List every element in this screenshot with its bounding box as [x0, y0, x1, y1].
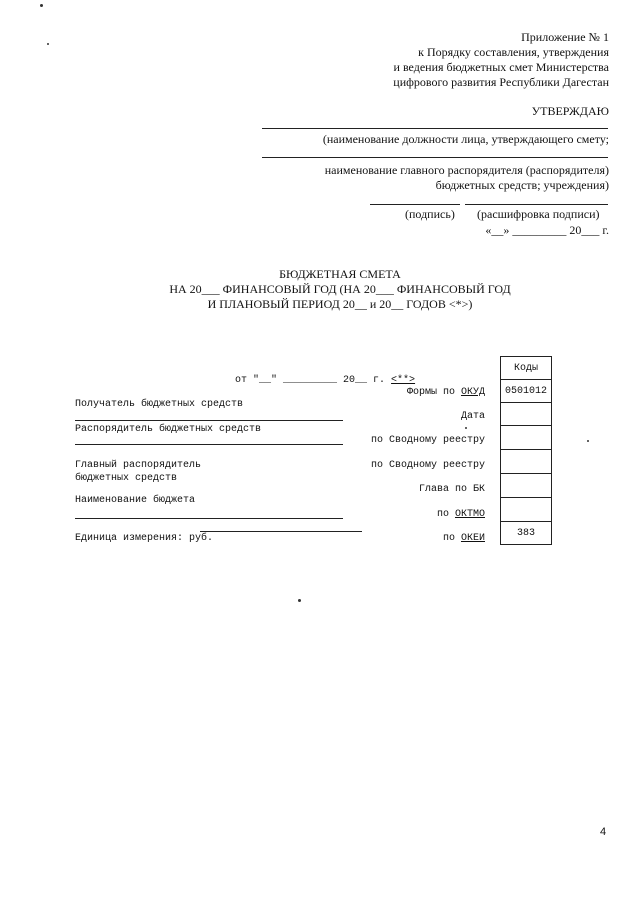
approval-title: УТВЕРЖДАЮ	[531, 104, 609, 118]
decoding-caption: (расшифровка подписи)	[477, 207, 600, 221]
codes-row	[501, 403, 552, 426]
appendix-line-1: Приложение № 1	[521, 30, 609, 44]
manager-label-line	[75, 444, 343, 445]
heading-line-2: НА 20___ ФИНАНСОВЫЙ ГОД (НА 20___ ФИНАНСОВЫЙ ГОД	[169, 282, 511, 296]
okei-link[interactable]: ОКЕИ	[460, 533, 485, 544]
codes-header-row	[501, 357, 552, 380]
appendix-line-3: и ведения бюджетных смет Министерства	[393, 60, 609, 74]
oktmo-link[interactable]: ОКТМО	[454, 509, 485, 520]
unit-label: Единица измерения: руб.	[75, 533, 214, 544]
heading-line-1: БЮДЖЕТНАЯ СМЕТА	[279, 267, 401, 281]
codes-row	[501, 380, 552, 403]
code-cell-okei[interactable]: 383	[501, 522, 552, 545]
code-cell-okud[interactable]: 0501012	[501, 380, 552, 403]
okud-prefix: Формы по	[406, 387, 455, 398]
appendix-line-4: цифрового развития Республики Дагестан	[393, 75, 609, 89]
code-cell-register-2[interactable]	[501, 450, 552, 474]
recipient-line	[75, 420, 343, 421]
recipient-label: Получатель бюджетных средств	[75, 399, 244, 410]
okud-link[interactable]: ОКУД	[460, 387, 485, 398]
position-line	[262, 128, 608, 129]
okei-prefix: по	[442, 533, 455, 544]
decoding-line	[465, 204, 608, 205]
chapter-label: Глава по БК	[418, 484, 485, 495]
position-caption: (наименование должности лица, утверждающего смету;	[322, 132, 609, 146]
main-manager-label-2: бюджетных средств	[75, 473, 178, 484]
signature-line	[370, 204, 460, 205]
manager-caption-2: бюджетных средств; учреждения)	[435, 178, 609, 192]
manager-caption-1: наименование главного распорядителя (распорядителя)	[324, 163, 609, 177]
register-label-2: по Сводному реестру	[370, 460, 485, 471]
codes-row	[501, 474, 552, 498]
register-label-1: по Сводному реестру	[370, 435, 485, 446]
codes-row	[501, 450, 552, 474]
unit-line	[200, 531, 362, 532]
scan-speck	[587, 440, 589, 442]
budget-name-line	[75, 518, 343, 519]
code-cell-date[interactable]	[501, 403, 552, 426]
code-cell-oktmo[interactable]	[501, 498, 552, 522]
codes-row	[501, 522, 552, 545]
scan-speck	[40, 4, 43, 7]
oktmo-prefix: по	[436, 509, 449, 520]
manager-line	[262, 157, 608, 158]
scan-speck	[47, 43, 49, 45]
code-cell-chapter[interactable]	[501, 474, 552, 498]
codes-row	[501, 498, 552, 522]
scan-speck	[465, 427, 467, 429]
date-label: Дата	[460, 411, 485, 422]
codes-header: Коды	[501, 357, 552, 380]
signature-caption: (подпись)	[405, 207, 455, 221]
form-date-note[interactable]: <**>	[391, 375, 416, 386]
codes-table	[500, 356, 552, 545]
manager-label: Распорядитель бюджетных средств	[75, 424, 262, 435]
main-manager-label-1: Главный распорядитель	[75, 460, 202, 471]
budget-name-label: Наименование бюджета	[75, 495, 196, 506]
heading-line-3: И ПЛАНОВЫЙ ПЕРИОД 20__ и 20__ ГОДОВ <*>)	[207, 297, 473, 311]
page-number: 4	[600, 826, 607, 838]
form-date: от "__" _________ 20__ г.	[235, 375, 386, 386]
appendix-line-2: к Порядку составления, утверждения	[418, 45, 609, 59]
codes-row	[501, 426, 552, 450]
approval-date-line: «__» _________ 20___ г.	[485, 223, 609, 237]
code-cell-register-1[interactable]	[501, 426, 552, 450]
scan-speck	[298, 599, 301, 602]
